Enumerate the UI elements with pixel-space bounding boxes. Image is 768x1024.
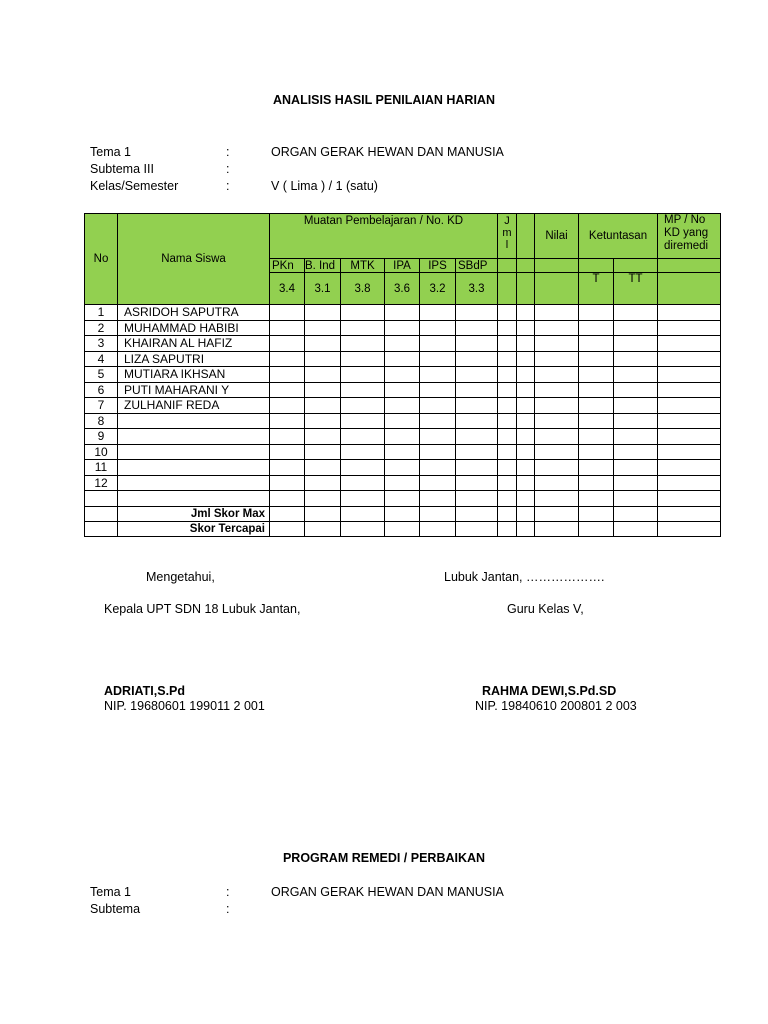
- score-cell: [385, 429, 420, 445]
- score-cell: [385, 413, 420, 429]
- score-cell: [517, 367, 535, 383]
- score-cell: [385, 336, 420, 352]
- score-cell: [385, 305, 420, 321]
- score-cell: [614, 460, 658, 476]
- score-cell: [456, 413, 498, 429]
- score-cell: [305, 491, 341, 507]
- table-row: [85, 413, 721, 429]
- student-name: KHAIRAN AL HAFIZ: [118, 336, 270, 352]
- score-cell: [658, 351, 721, 367]
- score-cell: [305, 305, 341, 321]
- score-cell: [517, 305, 535, 321]
- student-no: 5: [85, 367, 118, 383]
- score-cell: [385, 367, 420, 383]
- score-cell: [456, 460, 498, 476]
- right-signer-nip: NIP. 19840610 200801 2 003: [475, 699, 637, 713]
- student-no: 8: [85, 413, 118, 429]
- info-colon: :: [226, 162, 230, 176]
- info-label: Tema 1: [90, 885, 131, 899]
- score-cell: [614, 398, 658, 414]
- score-cell: [498, 429, 517, 445]
- kd-b-ind: 3.1: [305, 273, 341, 305]
- score-cell: [614, 475, 658, 491]
- score-cell: [305, 320, 341, 336]
- score-cell: [579, 351, 614, 367]
- score-cell: [341, 444, 385, 460]
- student-name: ZULHANIF REDA: [118, 398, 270, 414]
- page-title: ANALISIS HASIL PENILAIAN HARIAN: [272, 93, 495, 107]
- info-block: [0, 144, 768, 196]
- student-no: 12: [85, 475, 118, 491]
- score-cell: [270, 336, 305, 352]
- score-cell: [579, 460, 614, 476]
- score-cell: [305, 351, 341, 367]
- info-row-tema: [0, 144, 768, 161]
- score-cell: [420, 367, 456, 383]
- score-cell: [579, 336, 614, 352]
- score-cell: [456, 475, 498, 491]
- kd-mtk: 3.8: [341, 273, 385, 305]
- score-cell: [498, 475, 517, 491]
- score-cell: [420, 398, 456, 414]
- table-row: [85, 336, 721, 352]
- score-cell: [517, 491, 535, 507]
- score-cell: [535, 398, 579, 414]
- place-date: Lubuk Jantan, ……………….: [444, 570, 605, 584]
- skor-tercapai-label: Skor Tercapai: [118, 521, 270, 536]
- remedi-info-row-subtema: [0, 901, 768, 918]
- score-cell: [385, 382, 420, 398]
- score-cell: [385, 444, 420, 460]
- header-muatan: Muatan Pembelajaran / No. KD: [270, 214, 498, 259]
- student-no: 3: [85, 336, 118, 352]
- score-cell: [341, 413, 385, 429]
- score-cell: [535, 444, 579, 460]
- score-cell: [270, 413, 305, 429]
- score-cell: [579, 444, 614, 460]
- student-name: [118, 413, 270, 429]
- score-cell: [498, 413, 517, 429]
- table-row: [85, 460, 721, 476]
- score-cell: [305, 413, 341, 429]
- blank-cell: [85, 506, 118, 521]
- score-cell: [420, 429, 456, 445]
- score-cell: [498, 398, 517, 414]
- student-no: 9: [85, 429, 118, 445]
- info-label: Tema 1: [90, 145, 131, 159]
- score-cell: [517, 413, 535, 429]
- info-label: Subtema: [90, 902, 141, 916]
- jml-skor-max-label: Jml Skor Max: [118, 506, 270, 521]
- student-name: MUHAMMAD HABIBI: [118, 320, 270, 336]
- blank-cell: [614, 259, 658, 273]
- score-cell: [658, 320, 721, 336]
- score-cell: [658, 305, 721, 321]
- score-cell: [535, 367, 579, 383]
- score-cell: [456, 320, 498, 336]
- info-label: Subtema III: [90, 162, 154, 176]
- score-cell: [305, 382, 341, 398]
- score-cell: [517, 351, 535, 367]
- remedi-info-row-tema: [0, 884, 768, 901]
- subject-ips: IPS: [420, 259, 456, 273]
- score-cell: [614, 491, 658, 507]
- score-cell: [517, 460, 535, 476]
- score-cell: [341, 475, 385, 491]
- score-cell: [305, 367, 341, 383]
- score-cell: [385, 320, 420, 336]
- score-cell: [341, 305, 385, 321]
- score-cell: [420, 413, 456, 429]
- score-cell: [456, 444, 498, 460]
- score-cell: [658, 413, 721, 429]
- score-cell: [535, 460, 579, 476]
- blank-cell: [535, 259, 579, 273]
- student-name: [118, 460, 270, 476]
- score-cell: [614, 336, 658, 352]
- score-cell: [341, 491, 385, 507]
- score-cell: [270, 367, 305, 383]
- score-cell: [341, 367, 385, 383]
- score-cell: [614, 351, 658, 367]
- score-cell: [579, 429, 614, 445]
- score-cell: [305, 475, 341, 491]
- blank-cell: [535, 273, 579, 305]
- score-cell: [517, 382, 535, 398]
- score-cell: [498, 351, 517, 367]
- right-role: Guru Kelas V,: [507, 602, 584, 616]
- score-cell: [270, 398, 305, 414]
- score-cell: [456, 382, 498, 398]
- student-no: 10: [85, 444, 118, 460]
- student-no: 2: [85, 320, 118, 336]
- score-cell: [270, 491, 305, 507]
- subject-ipa: IPA: [385, 259, 420, 273]
- subject-pkn: PKn: [270, 259, 305, 273]
- score-cell: [579, 382, 614, 398]
- score-cell: [420, 475, 456, 491]
- score-cell: [658, 367, 721, 383]
- score-cell: [614, 382, 658, 398]
- blank-cell: [579, 259, 614, 273]
- score-cell: [341, 398, 385, 414]
- score-cell: [579, 413, 614, 429]
- student-no: 7: [85, 398, 118, 414]
- score-cell: [517, 398, 535, 414]
- left-role: Kepala UPT SDN 18 Lubuk Jantan,: [104, 602, 301, 616]
- header-mp-kd: MP / No KD yang diremedi: [658, 214, 721, 259]
- score-cell: [270, 382, 305, 398]
- score-cell: [341, 460, 385, 476]
- score-cell: [498, 367, 517, 383]
- score-cell: [579, 398, 614, 414]
- score-cell: [420, 382, 456, 398]
- score-cell: [579, 475, 614, 491]
- score-cell: [270, 351, 305, 367]
- header-t: T: [579, 273, 614, 305]
- score-cell: [420, 336, 456, 352]
- header-ketuntasan: Ketuntasan: [579, 214, 658, 259]
- student-no: 11: [85, 460, 118, 476]
- student-name: MUTIARA IKHSAN: [118, 367, 270, 383]
- score-cell: [456, 429, 498, 445]
- score-cell: [579, 320, 614, 336]
- table-row: [85, 429, 721, 445]
- info-colon: :: [226, 885, 230, 899]
- student-no: 1: [85, 305, 118, 321]
- score-cell: [305, 336, 341, 352]
- info-row-kelas: [0, 178, 768, 195]
- score-cell: [498, 336, 517, 352]
- left-signer-name: ADRIATI,S.Pd: [104, 684, 186, 698]
- score-cell: [420, 351, 456, 367]
- student-name: [118, 491, 270, 507]
- score-cell: [614, 413, 658, 429]
- remedi-info-block: [0, 884, 768, 920]
- score-cell: [420, 460, 456, 476]
- header-nama-siswa: Nama Siswa: [118, 214, 270, 305]
- table-row: [85, 305, 721, 321]
- table-row: [85, 491, 721, 507]
- score-cell: [341, 336, 385, 352]
- score-cell: [305, 429, 341, 445]
- score-cell: [456, 336, 498, 352]
- score-cell: [535, 320, 579, 336]
- remedi-title: PROGRAM REMEDI / PERBAIKAN: [282, 851, 486, 865]
- blank-cell: [85, 521, 118, 536]
- left-signer-nip: NIP. 19680601 199011 2 001: [104, 699, 265, 713]
- score-cell: [535, 305, 579, 321]
- student-name: LIZA SAPUTRI: [118, 351, 270, 367]
- kd-ipa: 3.6: [385, 273, 420, 305]
- subject-mtk: MTK: [341, 259, 385, 273]
- score-cell: [341, 351, 385, 367]
- kd-sbdp: 3.3: [456, 273, 498, 305]
- student-name: ASRIDOH SAPUTRA: [118, 305, 270, 321]
- student-name: [118, 444, 270, 460]
- subject-sbdp: SBdP: [456, 259, 498, 273]
- table-row: [85, 351, 721, 367]
- score-cell: [517, 429, 535, 445]
- score-cell: [456, 305, 498, 321]
- score-cell: [498, 320, 517, 336]
- score-cell: [385, 398, 420, 414]
- score-cell: [385, 491, 420, 507]
- header-blank: [517, 214, 535, 259]
- blank-cell: [498, 259, 517, 273]
- table-row: [85, 320, 721, 336]
- score-cell: [456, 398, 498, 414]
- score-cell: [614, 305, 658, 321]
- student-name: PUTI MAHARANI Y: [118, 382, 270, 398]
- kd-pkn: 3.4: [270, 273, 305, 305]
- score-cell: [517, 336, 535, 352]
- score-cell: [614, 429, 658, 445]
- score-cell: [270, 429, 305, 445]
- student-name: [118, 475, 270, 491]
- info-colon: :: [226, 179, 230, 193]
- info-label: Kelas/Semester: [90, 179, 179, 193]
- score-cell: [341, 320, 385, 336]
- mengetahui-label: Mengetahui,: [146, 570, 215, 584]
- score-cell: [420, 305, 456, 321]
- header-tt: TT: [614, 273, 658, 305]
- score-cell: [658, 382, 721, 398]
- score-cell: [498, 491, 517, 507]
- score-cell: [614, 367, 658, 383]
- student-no: 6: [85, 382, 118, 398]
- student-name: [118, 429, 270, 445]
- score-cell: [305, 460, 341, 476]
- student-no: 4: [85, 351, 118, 367]
- blank-cell: [517, 273, 535, 305]
- table-row: [85, 367, 721, 383]
- score-cell: [579, 491, 614, 507]
- score-cell: [305, 444, 341, 460]
- score-cell: [658, 429, 721, 445]
- score-cell: [341, 429, 385, 445]
- score-cell: [517, 320, 535, 336]
- score-cell: [420, 320, 456, 336]
- header-nilai: Nilai: [535, 214, 579, 259]
- score-cell: [614, 320, 658, 336]
- score-cell: [498, 382, 517, 398]
- score-cell: [385, 475, 420, 491]
- score-cell: [579, 305, 614, 321]
- score-cell: [535, 413, 579, 429]
- score-cell: [270, 305, 305, 321]
- score-cell: [535, 351, 579, 367]
- header-jml: J m l: [498, 214, 517, 259]
- info-value: V ( Lima ) / 1 (satu): [271, 179, 378, 193]
- blank-cell: [498, 273, 517, 305]
- score-cell: [535, 491, 579, 507]
- subject-b-ind: B. Ind: [305, 259, 341, 273]
- score-cell: [658, 398, 721, 414]
- score-cell: [498, 444, 517, 460]
- right-signer-name: RAHMA DEWI,S.Pd.SD: [482, 684, 617, 698]
- assessment-table: [84, 213, 721, 537]
- score-cell: [658, 460, 721, 476]
- info-value: ORGAN GERAK HEWAN DAN MANUSIA: [271, 885, 504, 899]
- score-cell: [270, 320, 305, 336]
- score-cell: [498, 460, 517, 476]
- score-cell: [517, 444, 535, 460]
- score-cell: [456, 351, 498, 367]
- score-cell: [658, 444, 721, 460]
- score-cell: [270, 475, 305, 491]
- score-cell: [420, 491, 456, 507]
- score-cell: [385, 460, 420, 476]
- info-colon: :: [226, 145, 230, 159]
- table-row: [85, 398, 721, 414]
- blank-cell: [658, 259, 721, 273]
- score-cell: [614, 444, 658, 460]
- score-cell: [270, 460, 305, 476]
- score-cell: [456, 491, 498, 507]
- info-colon: :: [226, 902, 230, 916]
- score-cell: [385, 351, 420, 367]
- table-row: [85, 382, 721, 398]
- score-cell: [420, 444, 456, 460]
- score-cell: [270, 444, 305, 460]
- score-cell: [305, 398, 341, 414]
- score-cell: [535, 475, 579, 491]
- header-no: No: [85, 214, 118, 305]
- score-cell: [517, 475, 535, 491]
- score-cell: [456, 367, 498, 383]
- blank-cell: [517, 259, 535, 273]
- table-row: [85, 475, 721, 491]
- student-no: [85, 491, 118, 507]
- info-value: ORGAN GERAK HEWAN DAN MANUSIA: [271, 145, 504, 159]
- score-cell: [535, 336, 579, 352]
- score-cell: [498, 305, 517, 321]
- score-cell: [535, 429, 579, 445]
- score-cell: [535, 382, 579, 398]
- score-cell: [579, 367, 614, 383]
- table-row: [85, 444, 721, 460]
- kd-ips: 3.2: [420, 273, 456, 305]
- info-row-subtema: [0, 161, 768, 178]
- score-cell: [341, 382, 385, 398]
- blank-cell: [658, 273, 721, 305]
- score-cell: [658, 336, 721, 352]
- score-cell: [658, 491, 721, 507]
- score-cell: [658, 475, 721, 491]
